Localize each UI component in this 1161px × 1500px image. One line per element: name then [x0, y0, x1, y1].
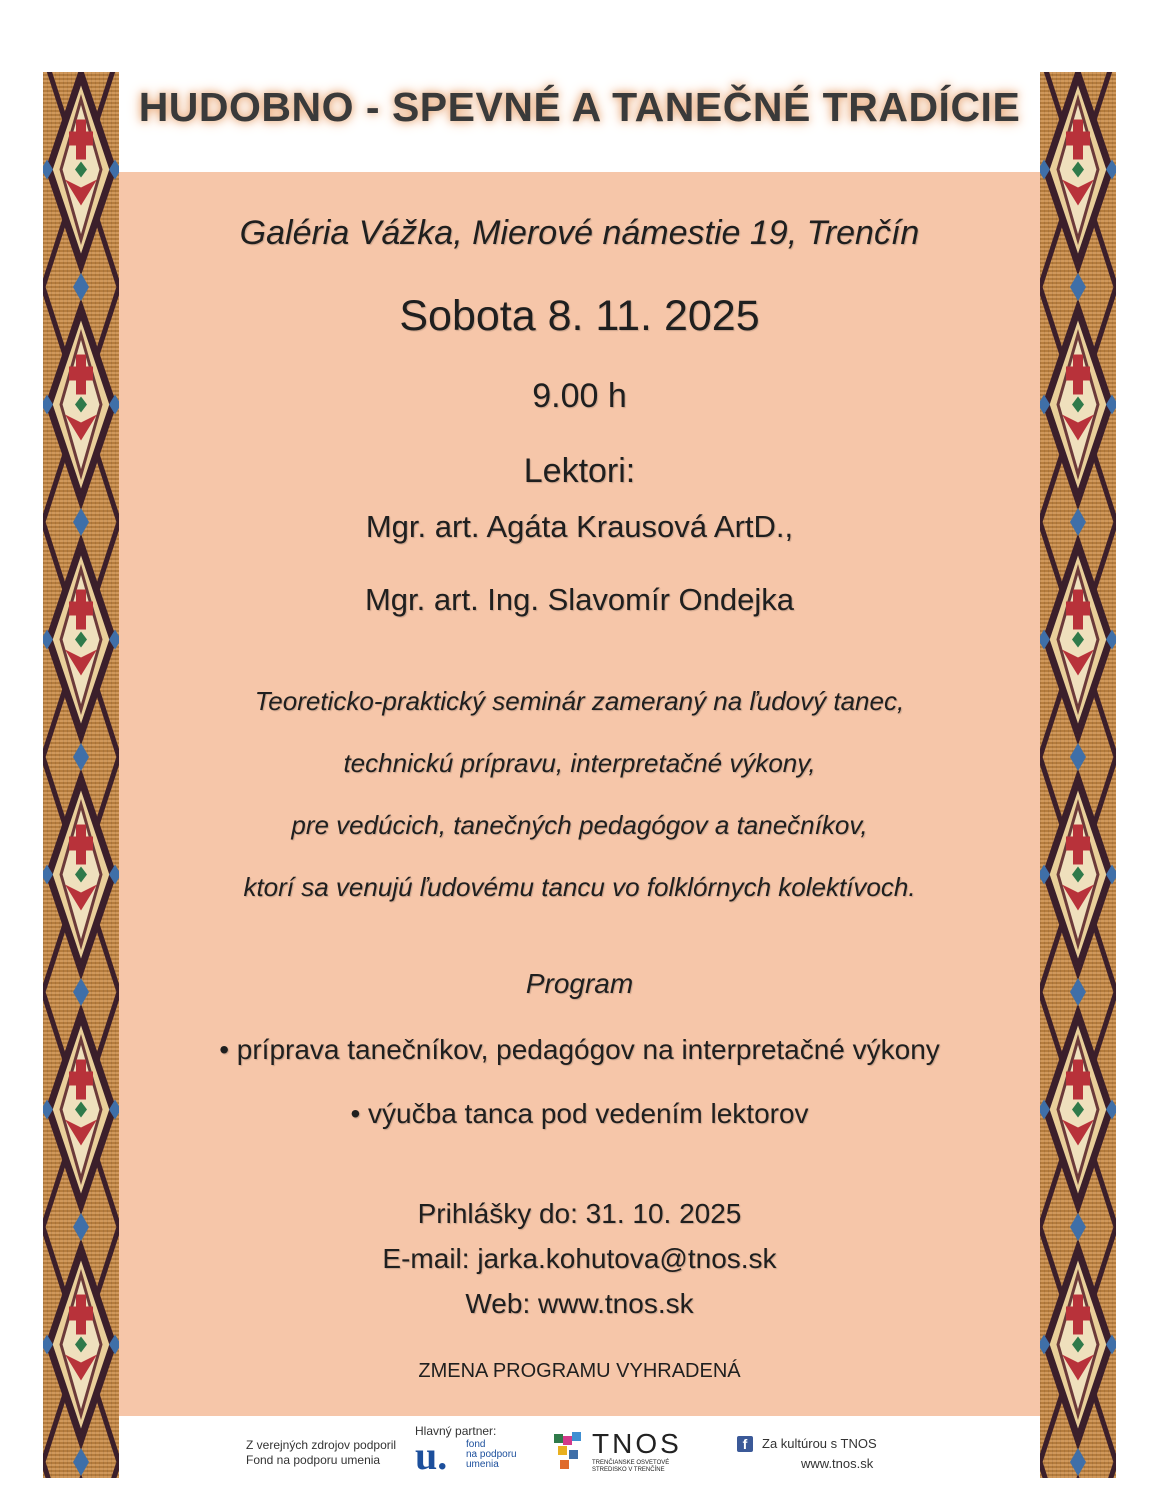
diamond-motif: [1040, 743, 1116, 992]
description-line-1: Teoreticko-praktický seminár zameraný na ľudový tanec,: [254, 686, 905, 716]
tnos-logo-icon: [554, 1432, 582, 1477]
support-line-1: Z verejných zdrojov podporil: [246, 1438, 397, 1452]
tnos-sub-1: TRENČIANSKE OSVETOVÉ: [592, 1460, 670, 1466]
registration-deadline: Prihlášky do: 31. 10. 2025: [417, 1198, 742, 1229]
lecturers-heading: Lektori:: [523, 452, 636, 490]
content-panel: [119, 172, 1040, 1416]
diamond-motif: [43, 1448, 119, 1478]
facebook-page-text[interactable]: Za kultúrou s TNOS: [762, 1436, 877, 1451]
fpu-text-1: fond: [466, 1439, 486, 1450]
diamond-motif: [1040, 72, 1116, 287]
sponsors-footer: [119, 1416, 1040, 1478]
fpu-logo-text: [466, 1440, 517, 1470]
lecturer-1: Mgr. art. Agáta Krausová ArtD.,: [365, 509, 794, 544]
tnos-logo-subtitle: [592, 1460, 669, 1474]
diamond-motif: [1040, 508, 1116, 757]
description-line-4: ktorí sa venujú ľudovému tancu vo folklórnych kolektívoch.: [243, 872, 916, 902]
event-time: 9.00 h: [532, 377, 627, 415]
description-line-2: technickú prípravu, interpretačné výkony,: [343, 748, 816, 778]
diamond-motif: [43, 743, 119, 992]
support-line-2: Fond na podporu umenia: [246, 1453, 381, 1467]
support-text: [246, 1438, 396, 1468]
lecturer-2: Mgr. art. Ing. Slavomír Ondejka: [364, 582, 794, 617]
program-heading: Program: [525, 968, 634, 999]
facebook-icon[interactable]: f: [737, 1436, 753, 1452]
contact-web: Web: www.tnos.sk: [465, 1288, 694, 1319]
diamond-motif: [43, 508, 119, 757]
description-line-3: pre vedúcich, tanečných pedagógov a tanečníkov,: [291, 810, 868, 840]
partner-label: Hlavný partner:: [415, 1424, 497, 1438]
diamond-motif: [1040, 1448, 1116, 1478]
woven-pattern-left: [43, 72, 119, 1478]
contact-email: E-mail: jarka.kohutova@tnos.sk: [382, 1243, 777, 1274]
diamond-motif: [1040, 1213, 1116, 1462]
program-change-notice: ZMENA PROGRAMU VYHRADENÁ: [418, 1360, 741, 1382]
fpu-logo-letter: u.: [415, 1433, 448, 1478]
left-woven-border: [43, 72, 119, 1478]
program-item-2: • výučba tanca pod vedením lektorov: [350, 1098, 809, 1129]
event-location: Galéria Vážka, Mierové námestie 19, Trenčín: [239, 214, 920, 252]
diamond-motif: [1040, 273, 1116, 522]
title-band: [119, 72, 1040, 172]
right-woven-border: [1040, 72, 1116, 1478]
tnos-sub-2: STREDISKO V TRENČÍNE: [592, 1467, 665, 1473]
fpu-text-2: na podporu: [466, 1449, 517, 1460]
diamond-motif: [1040, 978, 1116, 1227]
fpu-text-3: umenia: [466, 1459, 499, 1470]
woven-pattern-right: [1040, 72, 1116, 1478]
event-date: Sobota 8. 11. 2025: [399, 292, 760, 340]
diamond-motif: [43, 273, 119, 522]
tnos-logo-name: TNOS: [592, 1428, 682, 1459]
diamond-motif: [43, 978, 119, 1227]
diamond-motif: [43, 72, 119, 287]
footer-web-link[interactable]: www.tnos.sk: [801, 1456, 874, 1471]
program-item-1: • príprava tanečníkov, pedagógov na interpretačné výkony: [219, 1034, 940, 1065]
poster-title: HUDOBNO - SPEVNÉ A TANEČNÉ TRADÍCIE: [138, 84, 1021, 130]
diamond-motif: [43, 1213, 119, 1462]
